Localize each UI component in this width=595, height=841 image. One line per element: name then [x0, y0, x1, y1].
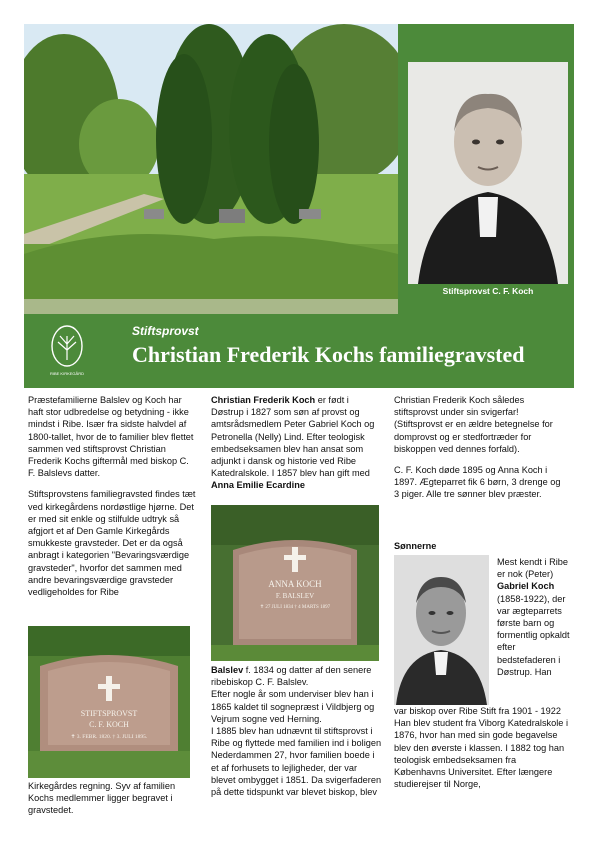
column-2-continued [211, 664, 383, 798]
gravestone-photo-cf-koch [28, 626, 190, 778]
portrait-cf-koch [408, 62, 568, 284]
paragraph-stiftsprovst-ribe: I 1885 blev han udnævnt til stiftsprovst i Ribe og flyttede med familien ind i boligen Nederdammen 27, hvor familien boede i et af forhusets to lejligheder, der var blevet ombygget i 1851. Da svigerfaderen på dette tidspunkt var blevet biskop, blev [211, 726, 382, 798]
paragraph-gravsted: Stiftsprovstens familiegravsted findes tæt ved kirkegårdens nordøstlige hjørne. Det er med sit enkle og stilfulde udtryk så afgjort et af Den Gamle Kirkegårds smukkeste gravsteder. Det er da også anbragt i kategorien "Bevaringsværdige gravsteder", hvorfor det sammen med andre bevaringsværdige gravsteder vedligeholdes for Ribe [28, 489, 196, 598]
gravestone-photo-anna-koch [211, 505, 379, 661]
name-gabriel-koch: Gabriel Koch [497, 581, 555, 592]
section-heading-sons: Sønnerne [394, 541, 437, 551]
svg-text:✝ 27 JULI 1834 † 4 MARTS 1897: ✝ 27 JULI 1834 † 4 MARTS 1897 [259, 605, 331, 610]
name-balslev: Balslev [211, 665, 244, 675]
column-1 [28, 394, 196, 607]
paragraph-death-children: C. F. Koch døde 1895 og Anna Koch i 1897. Ægteparret fik 6 børn, 3 drenge og 3 piger. Alle tre sønner blev præster. [394, 465, 561, 500]
svg-text:ANNA KOCH: ANNA KOCH [268, 579, 322, 589]
paragraph-stiftsprovst-definition: (Stiftsprovst er en ældre betegnelse for domprovst og er stedfortræder for biskoppen ved dennes forfald). [394, 419, 553, 454]
paragraph-intro: Præstefamilierne Balslev og Koch har haft stor udbredelse og betydning - ikke mindst i Ribe. Især fra sidste halvdel af 1800-tallet, hvor de to familier blev flettet sammen ved stiftsprovst Christian Frederik Kochs giftermål med biskop C. F. Balslevs datter. [28, 395, 194, 479]
portrait-gabriel-koch [394, 555, 489, 705]
svg-text:F. BALSLEV: F. BALSLEV [275, 592, 315, 600]
paragraph-gabriel-koch-continued: var biskop over Ribe Stift fra 1901 - 1922 Han blev student fra Viborg Katedralskole i 1876, hvor han med sin gode begavelse blev den øverste i klassen. I 1882 tog han teologisk embedseksamen fra Københavns Universitet. Efter længere studierejser til Norge, [394, 706, 568, 790]
title-banner [24, 314, 574, 388]
paragraph-kirkegaard-regning: Kirkegårdes regning. Syv af familien Kochs medlemmer ligger begravet i gravstedet. [28, 781, 176, 816]
svg-text:✝ 3. FEBR. 1820. † 3. JULI 189: ✝ 3. FEBR. 1820. † 3. JULI 1895. [70, 734, 148, 740]
column-3 [394, 394, 566, 510]
grave-site-photo [24, 24, 398, 314]
paragraph-vildbjerg: Efter nogle år som underviser blev han i 1865 kaldet til sognepræst i Vildbjerg og Vejrum sogne ved Herning. [211, 689, 375, 724]
portrait-illustration [408, 62, 568, 284]
column-2 [211, 394, 383, 492]
name-anna-emilie: Anna Emilie Ecardine [211, 480, 305, 491]
paragraph-cf-koch-bio: Christian Frederik Koch er født i Døstrup i 1827 som søn af provst og amtsrådsmedlem Peter Gabriel Koch og Petronella (Nelly) Lind. Efter teologisk embedseksamen blev han ansat som adjunkt i dansk og historie ved Ribe Katedralskole. I 1857 blev han gift med Anna Emilie Ecardine [211, 395, 375, 491]
ribe-kirkegaard-logo [48, 322, 86, 380]
paragraph-balslev: Balslev f. 1834 og datter af den senere ribebiskop C. F. Balslev. [211, 665, 372, 688]
paragraph-svigerfar: Christian Frederik Koch således stiftsprovst under sin svigerfar! [394, 395, 525, 418]
hero-section [24, 24, 574, 314]
portrait-caption: Stiftsprovst C. F. Koch [442, 286, 534, 296]
svg-text:STIFTSPROVST: STIFTSPROVST [80, 709, 138, 718]
svg-text:C. F. KOCH: C. F. KOCH [89, 720, 129, 729]
paragraph-gabriel-koch-wrap: Mest kendt i Ribe er nok (Peter) Gabriel Koch (1858-1922), der var ægteparrets første barn og formentlig opkaldt efter bedstefaderen i Døstrup. Han [497, 557, 570, 677]
name-cf-koch: Christian Frederik Koch [211, 395, 316, 405]
page-title: Christian Frederik Kochs familiegravsted [132, 342, 525, 367]
svg-text:RIBE KIRKEGÅRD: RIBE KIRKEGÅRD [49, 371, 85, 376]
grave-site-illustration [24, 24, 398, 314]
banner-subtitle: Stiftsprovst [132, 324, 199, 338]
